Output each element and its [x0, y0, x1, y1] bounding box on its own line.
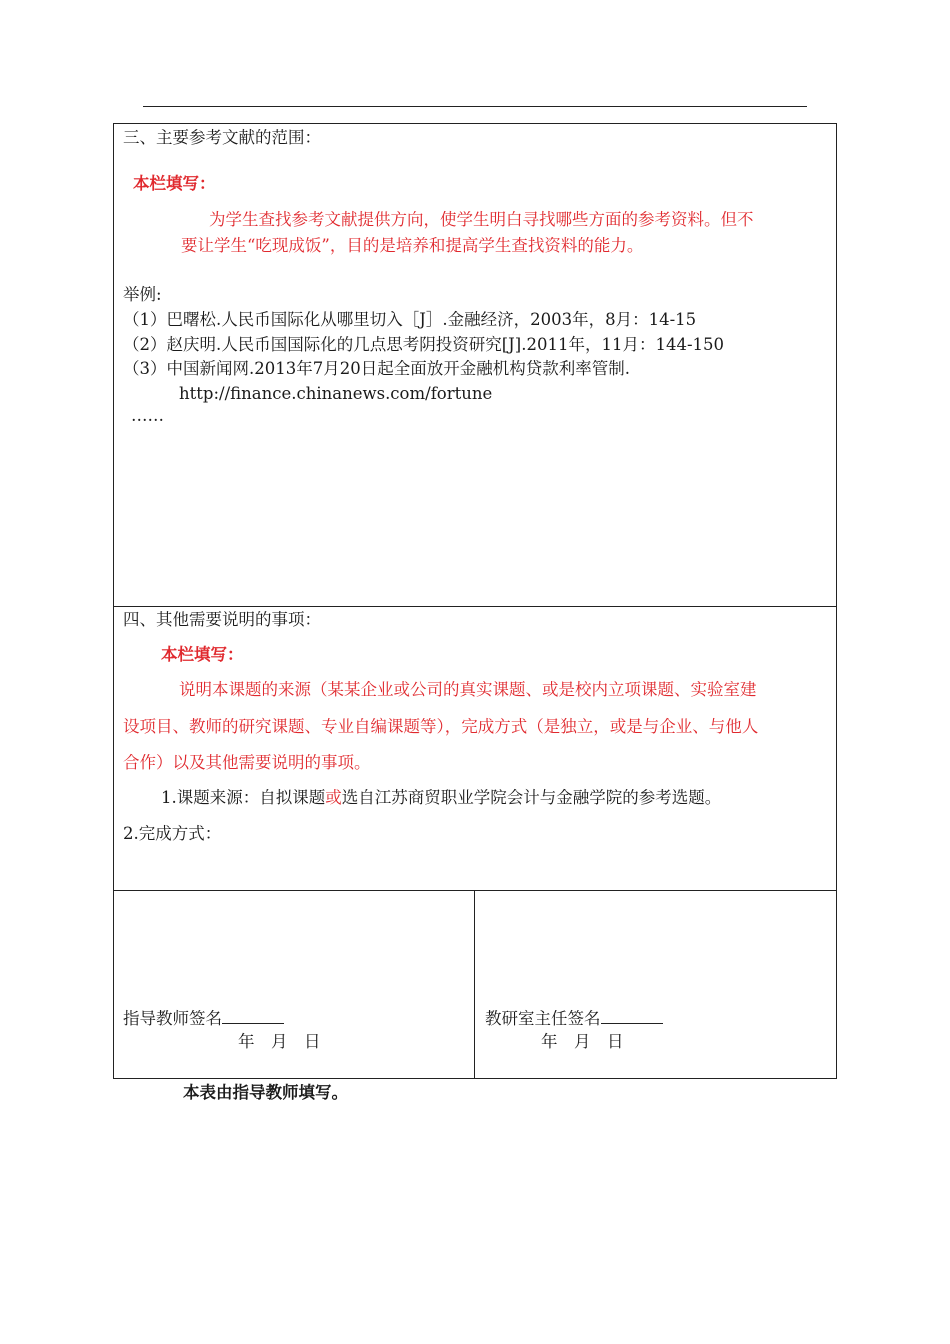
section3-note-line1: 为学生查找参考文献提供方向，使学生明白寻找哪些方面的参考资料。但不	[209, 210, 754, 229]
section3-note-line2: 要让学生“吃现成饭”，目的是培养和提高学生查找资料的能力。	[181, 236, 644, 255]
footer-note: 本表由指导教师填写。	[183, 1083, 348, 1102]
reference-1: （1）巴曙松.人民币国际化从哪里切入［J］.金融经济，2003年，8月：14-15	[123, 310, 697, 329]
section-divider	[114, 606, 836, 607]
example-label: 举例:	[123, 285, 162, 304]
section4-note-line3: 合作）以及其他需要说明的事项。	[123, 753, 371, 772]
director-signature-line[interactable]	[601, 1009, 663, 1024]
director-signature-text: 教研室主任签名	[485, 1009, 601, 1028]
source-item-detail: 选自江苏商贸职业学院会计与金融学院的参考选题。	[341, 788, 722, 807]
reference-url: http://finance.chinanews.com/fortune	[179, 384, 493, 403]
completion-method-item: 2.完成方式：	[123, 824, 222, 843]
source-item-label: 1.课题来源：自拟课题	[161, 788, 326, 807]
signature-column-divider	[474, 890, 475, 1078]
director-date: 年 月 日	[541, 1032, 624, 1051]
reference-3: （3）中国新闻网.2013年7月20日起全面放开金融机构贷款利率管制.	[123, 359, 630, 378]
section4-note-label: 本栏填写：	[161, 645, 244, 664]
signature-divider	[114, 890, 836, 891]
source-item-or: 或	[325, 788, 342, 807]
teacher-date: 年 月 日	[238, 1032, 321, 1051]
reference-2: （2）赵庆明.人民币国国际化的几点思考阴投资研究[J].2011年，11月：144-150	[123, 335, 725, 354]
section3-note-label: 本栏填写：	[133, 174, 216, 193]
teacher-signature-text: 指导教师签名	[123, 1009, 222, 1028]
teacher-signature-line[interactable]	[222, 1009, 284, 1024]
teacher-signature-label	[123, 1009, 284, 1028]
section4-note-line2: 设项目、教师的研究课题、专业自编课题等），完成方式（是独立，或是与企业、与他人	[123, 717, 759, 736]
section3-title: 三、主要参考文献的范围：	[123, 128, 321, 147]
ellipsis: ……	[131, 406, 164, 425]
section4-title: 四、其他需要说明的事项：	[123, 610, 321, 629]
form-table	[113, 123, 837, 1079]
section4-note-line1: 说明本课题的来源（某某企业或公司的真实课题、或是校内立项课题、实验室建	[179, 680, 757, 699]
header-rule	[143, 106, 807, 107]
source-item	[161, 790, 721, 807]
director-signature-label	[485, 1009, 663, 1028]
